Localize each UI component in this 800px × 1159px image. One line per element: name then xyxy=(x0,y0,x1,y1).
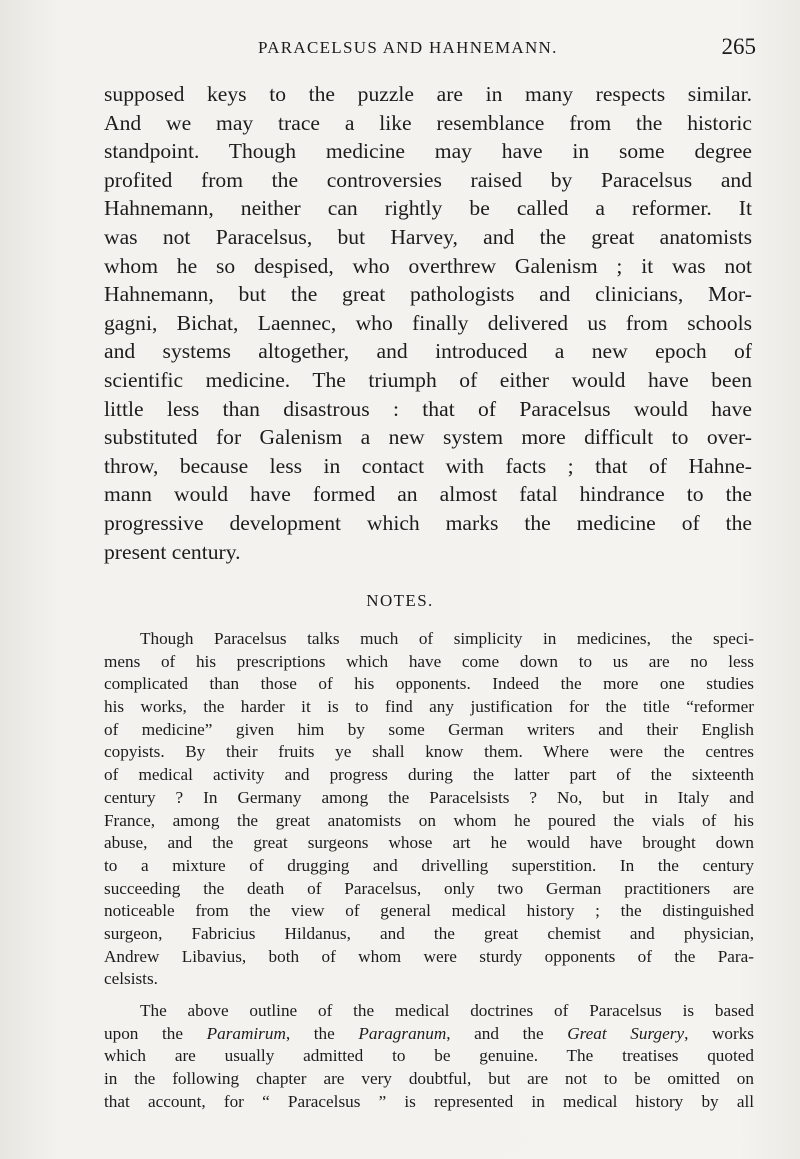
note-line: mens of his prescriptions which have come down to us are no less xyxy=(104,651,754,671)
notes-section xyxy=(104,628,754,1113)
body-line: substituted for Galenism a new system more difficult to over- xyxy=(104,425,752,450)
body-line: mann would have formed an almost fatal hindrance to the xyxy=(104,482,752,507)
body-line: and systems altogether, and introduced a new epoch of xyxy=(104,339,752,364)
note-line: to a mixture of drugging and drivelling superstition. In the century xyxy=(104,855,754,875)
body-line: progressive development which marks the medicine of the xyxy=(104,510,752,535)
work-title: Great Surgery xyxy=(567,1023,685,1043)
note-text: upon the xyxy=(104,1023,207,1043)
work-title: Paramirum xyxy=(206,1023,286,1043)
note-line: succeeding the death of Paracelsus, only two German practitioners are xyxy=(104,878,754,898)
note-text: , works xyxy=(684,1023,754,1043)
note-text: , and the xyxy=(446,1023,568,1043)
note-text: , the xyxy=(285,1023,359,1043)
body-line: supposed keys to the puzzle are in many respects similar. xyxy=(104,82,752,106)
body-line: present century. xyxy=(104,539,241,564)
note-line-with-titles xyxy=(104,1023,754,1046)
body-line: Hahnemann, but the great pathologists and clinicians, Mor- xyxy=(104,282,752,307)
note-line: surgeon, Fabricius Hildanus, and the great chemist and physician, xyxy=(104,923,754,943)
note-line: France, among the great anatomists on whom he poured the vials of his xyxy=(104,810,754,830)
body-line: whom he so despised, who overthrew Galenism ; it was not xyxy=(104,253,752,278)
note-line: of medical activity and progress during the latter part of the sixteenth xyxy=(104,765,754,785)
note-line: that account, for “ Paracelsus ” is represented in medical history by all xyxy=(104,1091,754,1111)
note-line: The above outline of the medical doctrines of Paracelsus is based xyxy=(140,1001,754,1020)
work-title: Paragranum xyxy=(358,1023,447,1043)
body-line: gagni, Bichat, Laennec, who finally delivered us from schools xyxy=(104,310,752,335)
note-line: which are usually admitted to be genuine. The treatises quoted xyxy=(104,1046,754,1066)
body-line: little less than disastrous : that of Paracelsus would have xyxy=(104,396,752,421)
note-line: of medicine” given him by some German writers and their English xyxy=(104,719,754,739)
running-head xyxy=(100,36,760,66)
note-line: century ? In Germany among the Paracelsists ? No, but in Italy and xyxy=(104,787,754,807)
note-line: Though Paracelsus talks much of simplicity in medicines, the speci- xyxy=(140,629,754,648)
note-line: in the following chapter are very doubtful, but are not to be omitted on xyxy=(104,1069,754,1089)
note-line: abuse, and the great surgeons whose art he would have brought down xyxy=(104,833,754,853)
body-line: profited from the controversies raised by Paracelsus and xyxy=(104,167,752,192)
note-line: complicated than those of his opponents. Indeed the more one studies xyxy=(104,674,754,694)
note-line: Andrew Libavius, both of whom were sturdy opponents of the Para- xyxy=(104,946,754,966)
body-line: was not Paracelsus, but Harvey, and the great anatomists xyxy=(104,224,752,249)
body-line: throw, because less in contact with facts ; that of Hahne- xyxy=(104,453,752,478)
main-paragraph xyxy=(104,80,752,566)
paragraph-gap xyxy=(104,991,754,1000)
note-line: noticeable from the view of general medical history ; the distinguished xyxy=(104,901,754,921)
page-number: 265 xyxy=(721,34,756,59)
note-line: his works, the harder it is to find any justification for the title “reformer xyxy=(104,697,754,717)
body-line: And we may trace a like resemblance from the historic xyxy=(104,110,752,135)
notes-heading: NOTES. xyxy=(366,591,434,610)
body-line: Hahnemann, neither can rightly be called a reformer. It xyxy=(104,196,752,221)
body-line: standpoint. Though medicine may have in some degree xyxy=(104,139,752,164)
running-title: PARACELSUS AND HAHNEMANN. xyxy=(258,38,558,57)
body-line: scientific medicine. The triumph of either would have been xyxy=(104,367,752,392)
note-line: celsists. xyxy=(104,969,158,989)
note-line: copyists. By their fruits ye shall know them. Where were the centres xyxy=(104,742,754,762)
